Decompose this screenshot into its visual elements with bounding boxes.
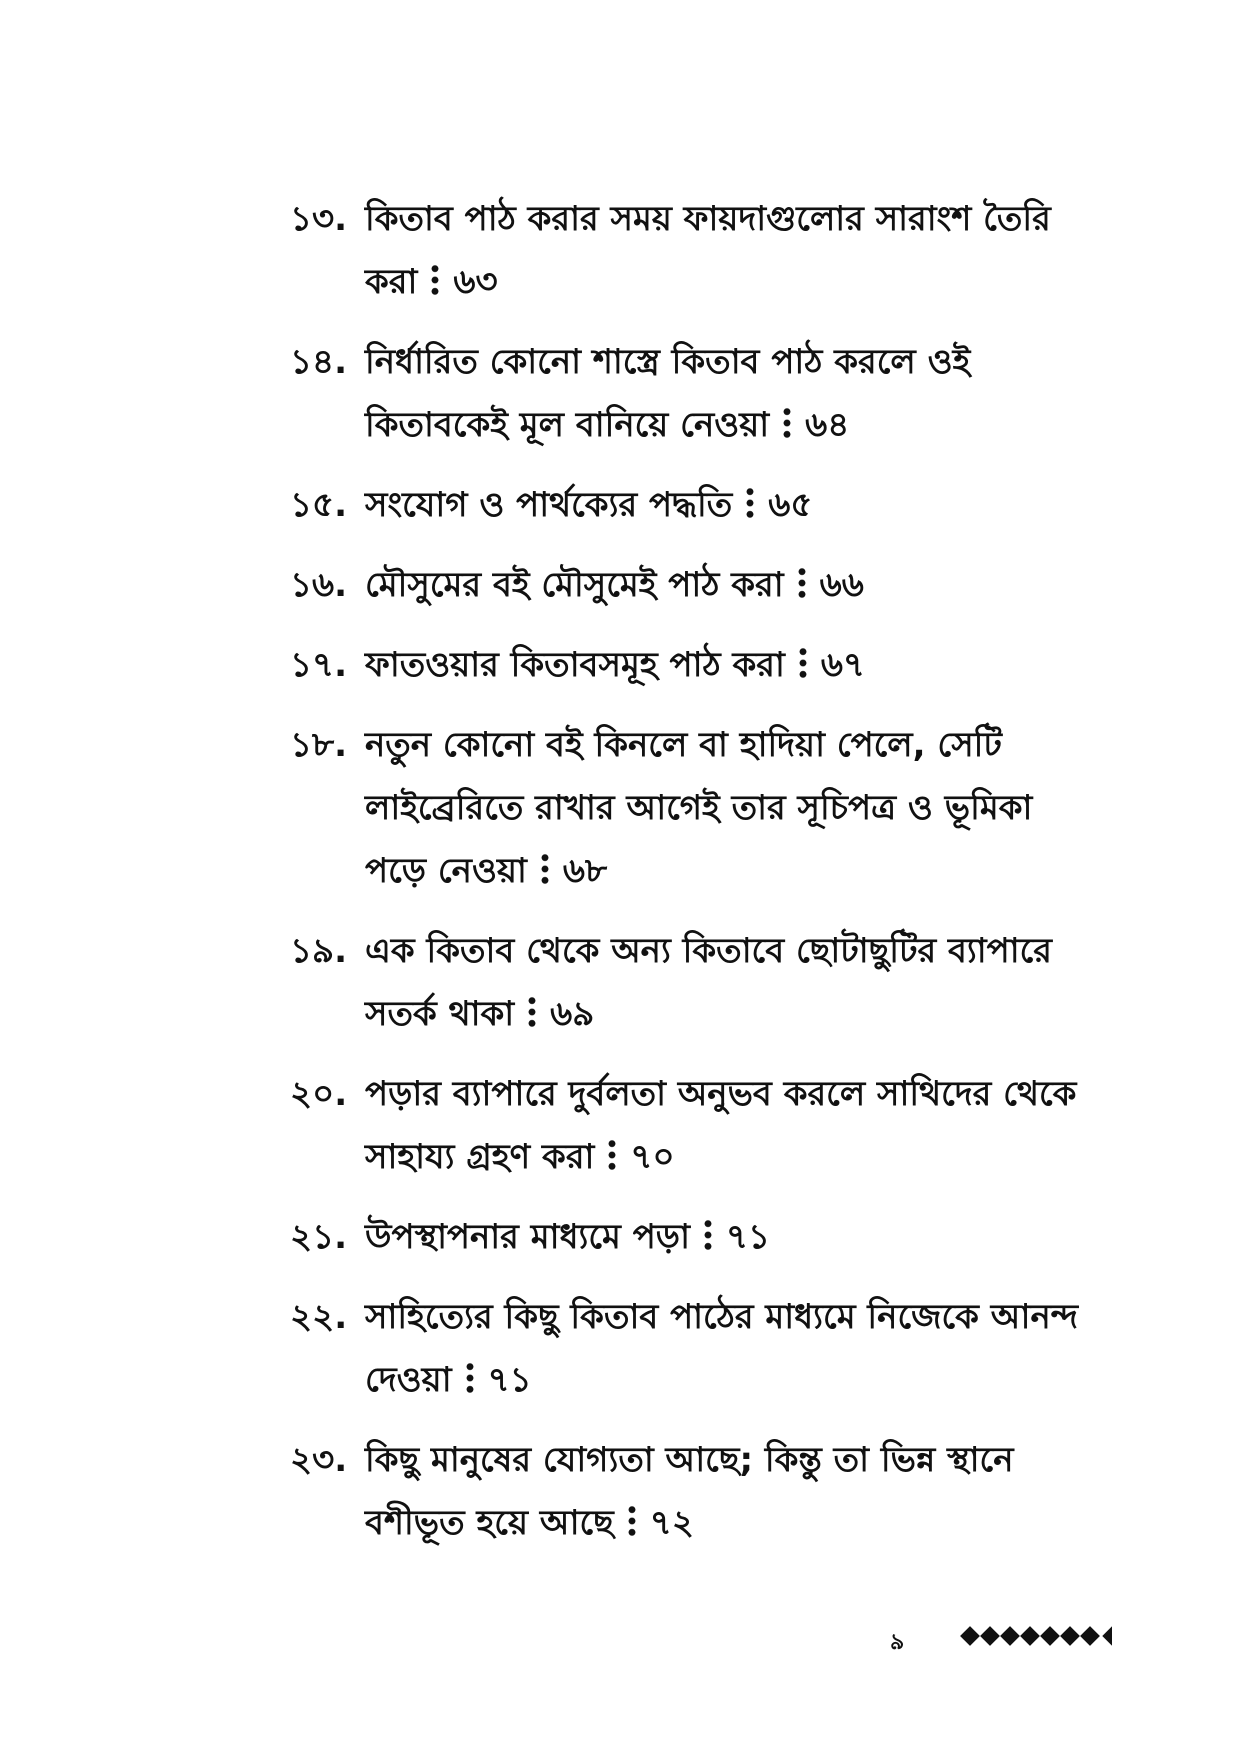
- toc-entry-title: নির্ধারিত কোনো শাস্ত্রে কিতাব পাঠ করলে ওই কিতাবকেই মূল বানিয়ে নেওয়া: [365, 342, 971, 445]
- toc-entry-number: ১৭.: [290, 645, 348, 685]
- toc-entry-page: ৬৯: [550, 994, 595, 1034]
- toc-entry-title: মৌসুমের বই মৌসুমেই পাঠ করা: [365, 565, 784, 605]
- toc-entry-page: ৬৫: [768, 485, 813, 525]
- dotted-separator-icon: [704, 1218, 712, 1252]
- dotted-separator-icon: [746, 486, 754, 520]
- toc-entry-page: ৭০: [630, 1137, 675, 1177]
- diamond-ornament-icon: [960, 1626, 1112, 1646]
- toc-entry-page: ৭১: [487, 1360, 532, 1400]
- toc-entry-number: ২৩.: [290, 1440, 348, 1480]
- dotted-separator-icon: [528, 995, 536, 1029]
- toc-entry: [290, 1286, 1090, 1412]
- toc-entry-number: ২০.: [290, 1074, 348, 1114]
- diamond-icon: [1060, 1626, 1080, 1646]
- toc-entry-title: সাহিত্যের কিছু কিতাব পাঠের মাধ্যমে নিজেকে আনন্দ দেওয়া: [365, 1297, 1079, 1400]
- half-diamond-icon: [1102, 1626, 1112, 1646]
- diamond-icon: [1020, 1626, 1040, 1646]
- toc-entry: [290, 554, 1090, 617]
- dotted-separator-icon: [541, 852, 549, 886]
- toc-entry-number: ২১.: [290, 1217, 348, 1257]
- toc-entry-page: ৬৮: [562, 851, 608, 891]
- toc-entry-number: ২২.: [290, 1297, 348, 1337]
- toc-entry: [290, 920, 1090, 1046]
- dotted-separator-icon: [431, 263, 439, 297]
- toc-entry: [290, 188, 1090, 314]
- table-of-contents: [290, 188, 1090, 1572]
- dotted-separator-icon: [608, 1138, 616, 1172]
- toc-entry-number: ১৫.: [290, 485, 348, 525]
- toc-entry-page: ৬৩: [453, 262, 498, 302]
- toc-entry-number: ১৪.: [290, 342, 348, 382]
- toc-entry: [290, 474, 1090, 537]
- dotted-separator-icon: [798, 566, 806, 600]
- toc-entry-page: ৬৪: [805, 405, 850, 445]
- toc-entry: [290, 634, 1090, 697]
- dotted-separator-icon: [628, 1504, 636, 1538]
- diamond-icon: [1080, 1626, 1100, 1646]
- toc-entry-title: সংযোগ ও পার্থক্যের পদ্ধতি: [365, 485, 733, 525]
- toc-entry-title: পড়ার ব্যাপারে দুর্বলতা অনুভব করলে সাথিদের থেকে সাহায্য গ্রহণ করা: [365, 1074, 1077, 1177]
- dotted-separator-icon: [799, 646, 807, 680]
- toc-entry-number: ১৩.: [290, 199, 348, 239]
- toc-entry-number: ১৬.: [290, 565, 348, 605]
- diamond-icon: [1000, 1626, 1020, 1646]
- diamond-icon: [960, 1626, 980, 1646]
- toc-entry: [290, 1206, 1090, 1269]
- page-number: ৯: [890, 1629, 905, 1655]
- toc-entry: [290, 714, 1090, 903]
- toc-entry: [290, 1429, 1090, 1555]
- toc-entry-page: ৭২: [649, 1503, 694, 1543]
- toc-entry-title: উপস্থাপনার মাধ্যমে পড়া: [365, 1217, 690, 1257]
- toc-entry-page: ৭১: [725, 1217, 771, 1257]
- toc-entry-title: কিছু মানুষের যোগ্যতা আছে; কিন্তু তা ভিন্ন স্থানে বশীভূত হয়ে আছে: [365, 1440, 1014, 1543]
- diamond-icon: [1040, 1626, 1060, 1646]
- toc-entry: [290, 1063, 1090, 1189]
- page-footer: [890, 1616, 1112, 1656]
- toc-entry-title: এক কিতাব থেকে অন্য কিতাবে ছোটাছুটির ব্যাপারে সতর্ক থাকা: [365, 931, 1052, 1034]
- toc-entry-title: কিতাব পাঠ করার সময় ফায়দাগুলোর সারাংশ তৈরি করা: [365, 199, 1051, 302]
- toc-entry-title: ফাতওয়ার কিতাবসমূহ পাঠ করা: [365, 645, 785, 685]
- toc-entry-number: ১৯.: [290, 931, 348, 971]
- toc-entry: [290, 331, 1090, 457]
- toc-entry-page: ৬৭: [820, 645, 866, 685]
- diamond-icon: [980, 1626, 1000, 1646]
- dotted-separator-icon: [466, 1361, 474, 1395]
- toc-entry-page: ৬৬: [819, 565, 864, 605]
- toc-entry-title: নতুন কোনো বই কিনলে বা হাদিয়া পেলে, সেটি লাইব্রেরিতে রাখার আগেই তার সূচিপত্র ও ভূমিকা পড়ে নেওয়া: [365, 725, 1033, 891]
- dotted-separator-icon: [783, 406, 791, 440]
- toc-entry-number: ১৮.: [290, 725, 348, 765]
